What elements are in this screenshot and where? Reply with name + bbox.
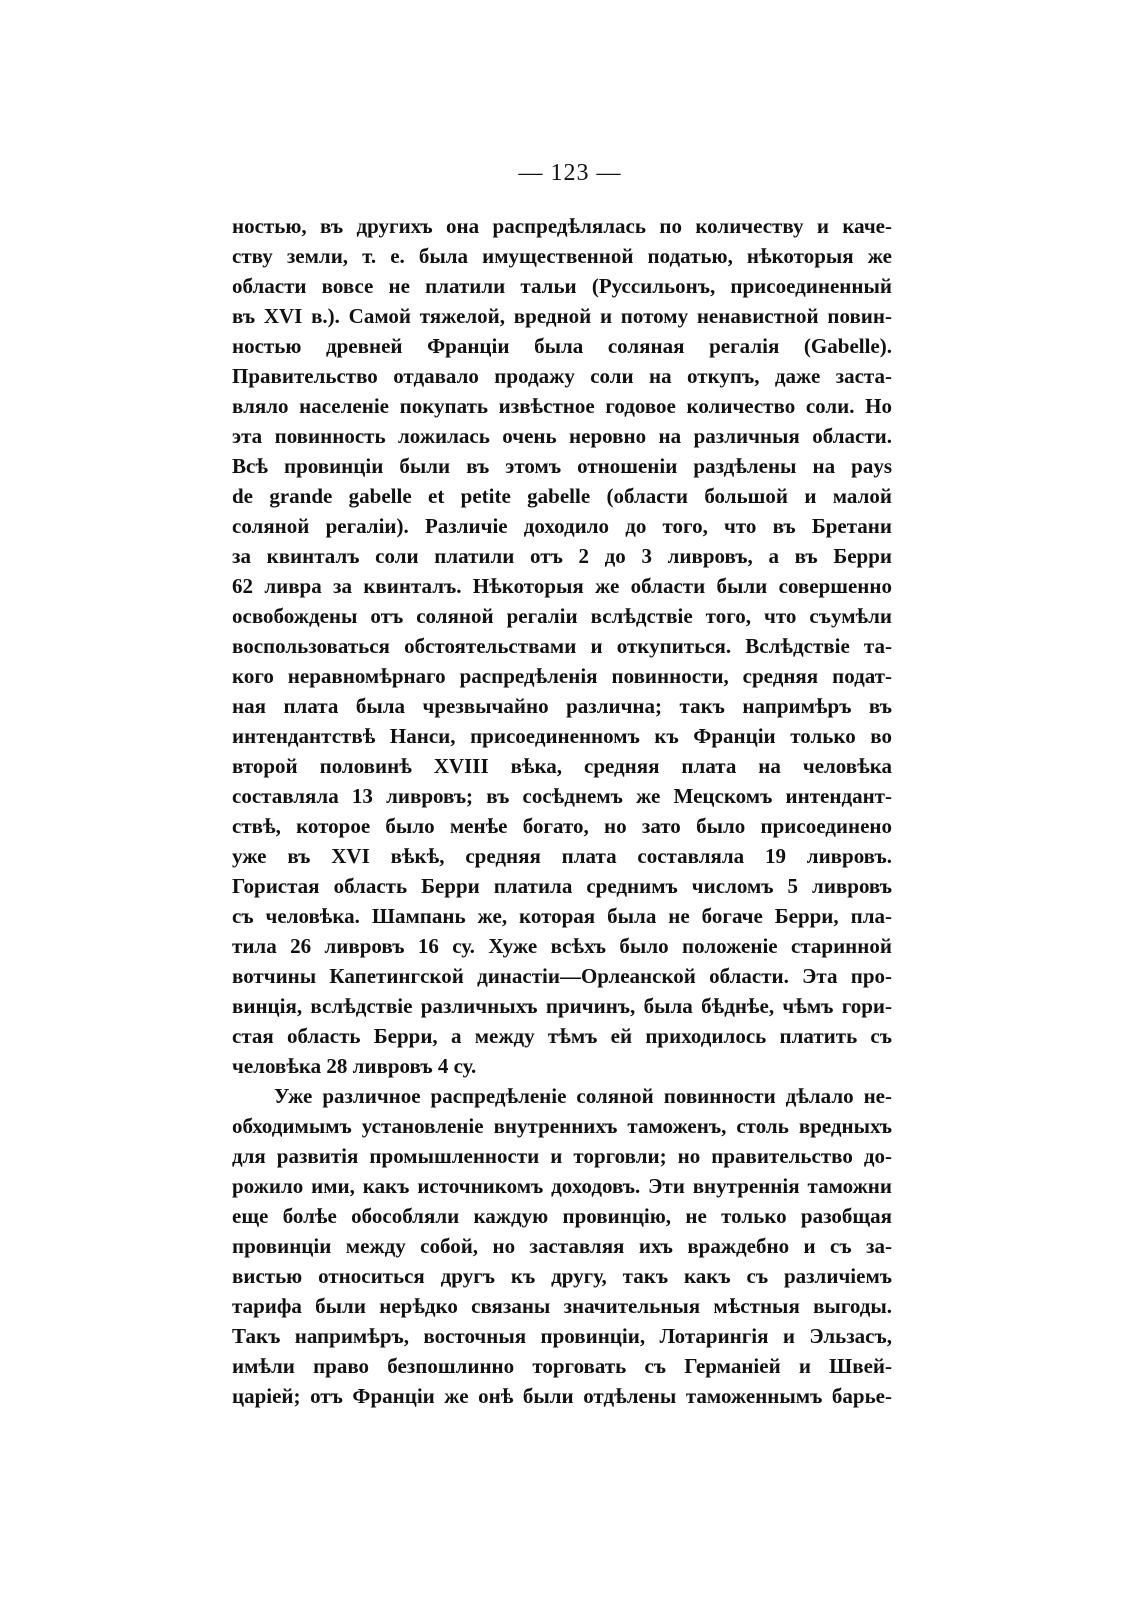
- text-line: ствѣ, которое было менѣе богато, но зато было присоединено: [232, 814, 892, 838]
- text-line: провинціи между собой, но заставляя ихъ враждебно и съ за-: [232, 1234, 892, 1258]
- text-line: тила 26 ливровъ 16 су. Хуже всѣхъ было положеніе старинной: [232, 934, 892, 958]
- text-line: ностью древней Франціи была соляная регалія (Gabelle).: [232, 334, 892, 358]
- text-line: за квинталъ соли платили отъ 2 до 3 ливровъ, а въ Берри: [232, 544, 892, 568]
- text-line: Уже различное распредѣленіе соляной повинности дѣлало не-: [274, 1084, 892, 1108]
- text-line: эта повинность ложилась очень неровно на различныя области.: [232, 424, 892, 448]
- text-line: еще болѣе обособляли каждую провинцію, не только разобщая: [232, 1204, 892, 1228]
- text-line: въ XVI в.). Самой тяжелой, вредной и потому ненавистной повин-: [232, 304, 892, 328]
- paragraph-1: [232, 211, 892, 1081]
- text-line: стая область Берри, а между тѣмъ ей приходилось платить съ: [232, 1024, 892, 1048]
- text-line: рожило ими, какъ источникомъ доходовъ. Эти внутреннія таможни: [232, 1174, 892, 1198]
- text-line: Всѣ провинціи были въ этомъ отношеніи раздѣлены на pays: [232, 454, 892, 478]
- text-line: вистью относиться другъ къ другу, такъ какъ съ различіемъ: [232, 1264, 892, 1288]
- page-number: — 123 —: [518, 160, 622, 186]
- text-line: второй половинѣ XVIII вѣка, средняя плата на человѣка: [232, 754, 892, 778]
- text-line: кого неравномѣрнаго распредѣленія повинности, средняя подат-: [232, 664, 892, 688]
- text-line: съ человѣка. Шампань же, которая была не богаче Берри, пла-: [232, 904, 892, 928]
- text-line: области вовсе не платили тальи (Руссильонъ, присоединенный: [232, 274, 892, 298]
- text-line: Правительство отдавало продажу соли на откупъ, даже заста-: [232, 364, 892, 388]
- text-line: для развитія промышленности и торговли; но правительство до-: [232, 1144, 892, 1168]
- text-line: человѣка 28 ливровъ 4 су.: [232, 1054, 477, 1078]
- text-line: ству земли, т. е. была имущественной податью, нѣкоторыя же: [232, 244, 892, 268]
- text-line: освобождены отъ соляной регаліи вслѣдствіе того, что съумѣли: [232, 604, 892, 628]
- text-line: вотчины Капетингской династіи—Орлеанской области. Эта про-: [232, 964, 892, 988]
- text-line: ная плата была чрезвычайно различна; такъ напримѣръ въ: [232, 694, 892, 718]
- text-line: тарифа были нерѣдко связаны значительныя мѣстныя выгоды.: [232, 1294, 892, 1318]
- text-line: de grande gabelle et petite gabelle (области большой и малой: [232, 484, 892, 508]
- text-line: царіей; отъ Франціи же онѣ были отдѣлены таможеннымъ барье-: [232, 1384, 892, 1408]
- text-line: составляла 13 ливровъ; въ сосѣднемъ же Мецскомъ интендант-: [232, 784, 892, 808]
- text-line: ностью, въ другихъ она распредѣлялась по количеству и каче-: [232, 214, 892, 238]
- text-line: соляной регаліи). Различіе доходило до того, что въ Бретани: [232, 514, 892, 538]
- text-line: Такъ напримѣръ, восточныя провинціи, Лотарингія и Эльзасъ,: [232, 1324, 892, 1348]
- text-line: имѣли право безпошлинно торговать съ Германіей и Швей-: [232, 1354, 892, 1378]
- paragraph-2: [232, 1081, 892, 1411]
- text-line: уже въ XVI вѣкѣ, средняя плата составляла 19 ливровъ.: [232, 844, 892, 868]
- text-line: Гористая область Берри платила среднимъ числомъ 5 ливровъ: [232, 874, 892, 898]
- text-line: обходимымъ установленіе внутреннихъ таможенъ, столь вредныхъ: [232, 1114, 892, 1138]
- text-line: 62 ливра за квинталъ. Нѣкоторыя же области были совершенно: [232, 574, 892, 598]
- page-text: [232, 211, 892, 1411]
- text-line: вляло населеніе покупать извѣстное годовое количество соли. Но: [232, 394, 892, 418]
- text-line: воспользоваться обстоятельствами и откупиться. Вслѣдствіе та-: [232, 634, 892, 658]
- text-line: винція, вслѣдствіе различныхъ причинъ, была бѣднѣе, чѣмъ гори-: [232, 994, 892, 1018]
- text-line: интендантствѣ Нанси, присоединенномъ къ Франціи только во: [232, 724, 892, 748]
